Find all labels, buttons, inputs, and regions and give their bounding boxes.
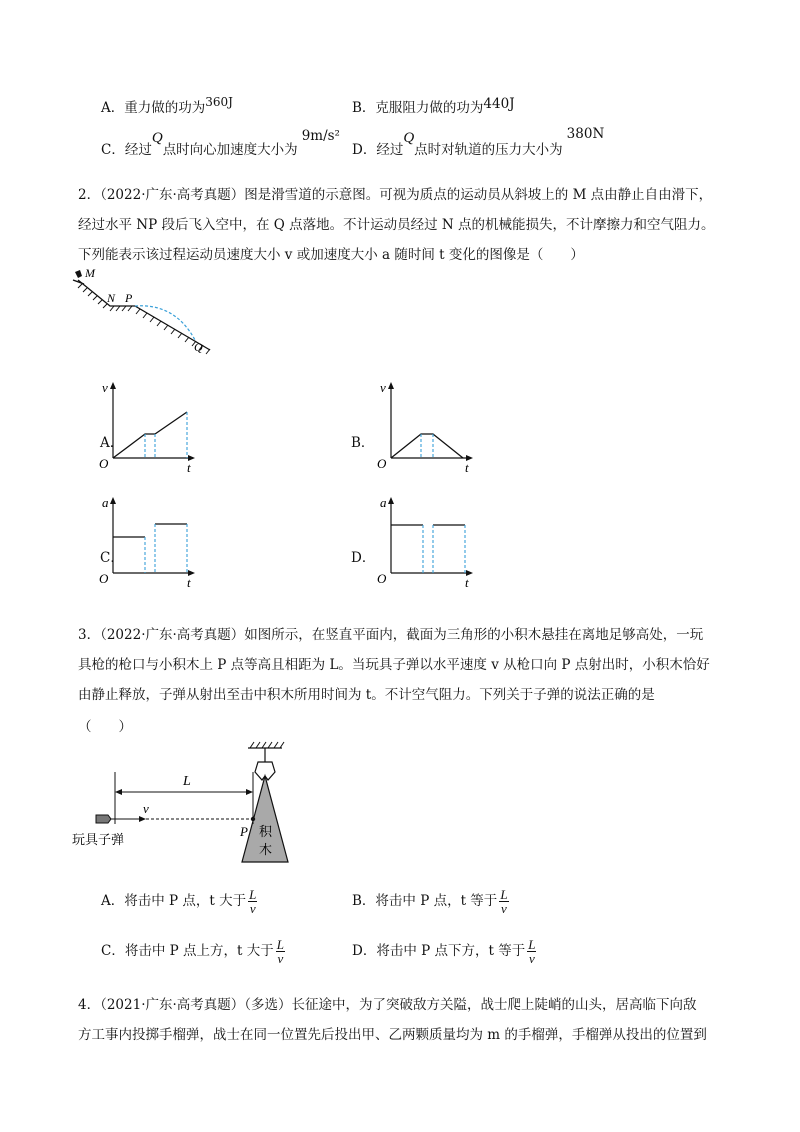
graph-option-b <box>373 380 483 475</box>
origin-label: O <box>377 571 387 586</box>
fraction-num: L <box>249 887 257 902</box>
option-label: D．经过 <box>352 142 404 158</box>
fraction-l-over-v <box>499 888 508 915</box>
q3-option-c <box>101 938 285 965</box>
graph-option-d <box>373 495 483 590</box>
option-text: B．将击中 P 点，t 等于 <box>352 893 498 909</box>
option-text: C．将击中 P 点上方，t 大于 <box>101 943 274 959</box>
q4-line-2: 方工事内投掷手榴弹，战士在同一位置先后投出甲、乙两颗质量均为 m 的手榴弹，手榴弹从投出的位置到 <box>78 1027 707 1043</box>
q1-option-c <box>101 128 340 159</box>
option-value: 360J <box>205 95 233 109</box>
fraction-num: L <box>276 937 284 952</box>
toy-gun-figure <box>70 740 310 868</box>
q2-option-a-label: A． <box>100 435 124 451</box>
q3-line-2: 具枪的枪口与小积木上 P 点等高且相距为 L。当玩具子弹以水平速度 v 从枪口向 P 点射出时，小积木恰好 <box>78 657 710 673</box>
point-q: Q <box>151 130 163 146</box>
q3-option-a <box>101 888 257 915</box>
point-q: Q <box>403 130 415 146</box>
axis-y-label: v <box>380 380 386 395</box>
fraction-l-over-v <box>276 938 285 965</box>
origin-label: O <box>99 571 109 586</box>
label-q: Q <box>194 340 203 354</box>
fraction-num: L <box>500 887 508 902</box>
bullet-label: 玩具子弹 <box>72 832 125 847</box>
q2-option-b-label: B． <box>351 435 375 451</box>
label-l: L <box>183 774 191 789</box>
label-n: N <box>107 291 116 305</box>
axis-x-label: t <box>187 575 191 590</box>
q2-option-c-label: C． <box>100 550 124 566</box>
fraction-l-over-v <box>248 888 257 915</box>
q3-option-b <box>352 888 509 915</box>
origin-label: O <box>99 456 109 471</box>
axis-x-label: t <box>465 575 469 590</box>
option-text: D．将击中 P 点下方，t 等于 <box>352 943 526 959</box>
label-p: P <box>125 291 133 305</box>
q4-line-1: 4．（2021·广东·高考真题）（多选）长征途中，为了突破敌方关隘，战士爬上陡峭的山头，居高临下向敌 <box>78 997 697 1013</box>
option-text: A．将击中 P 点，t 大于 <box>101 893 247 909</box>
axis-y-label: a <box>102 495 109 510</box>
q3-option-d <box>352 938 536 965</box>
option-label: A．重力做的功为 <box>101 100 206 116</box>
q3-line-3: 由静止释放，子弹从射出至击中积木所用时间为 t。不计空气阻力。下列关于子弹的说法正确的是 <box>78 687 655 703</box>
axis-x-label: t <box>465 460 469 475</box>
block-label-top: 积 <box>259 824 273 839</box>
bullet-icon <box>96 815 146 823</box>
label-m: M <box>85 266 95 280</box>
q3-line-1: 3．（2022·广东·高考真题）如图所示，在竖直平面内，截面为三角形的小积木悬挂在离地足够高处，一玩 <box>78 627 704 643</box>
origin-label: O <box>377 456 387 471</box>
fraction-den: v <box>528 951 535 966</box>
option-label: B．克服阻力做的功为 <box>352 100 484 116</box>
label-v: v <box>143 801 149 816</box>
axis-y-label: v <box>102 380 108 395</box>
option-value: 9m/s² <box>301 128 340 144</box>
q2-option-d-label: D． <box>351 550 376 566</box>
axis-y-label: a <box>380 495 387 510</box>
fraction-den: v <box>501 901 507 916</box>
option-label: 点时向心加速度大小为 <box>162 142 298 158</box>
fraction-den: v <box>249 901 256 916</box>
fraction-den: v <box>277 951 284 966</box>
q1-option-d <box>352 126 605 159</box>
q3-line-4: （ ） <box>78 719 132 735</box>
ski-slope-figure <box>70 268 220 368</box>
block-label-bottom: 木 <box>259 842 273 857</box>
option-value: 380N <box>566 126 605 142</box>
axis-x-label: t <box>187 460 191 475</box>
q1-option-a <box>101 96 233 116</box>
label-p: P <box>240 824 248 839</box>
option-value: 440J <box>483 96 515 112</box>
q2-line-1: 2．（2022·广东·高考真题）图是滑雪道的示意图。可视为质点的运动员从斜坡上的 M 点由静止自由滑下， <box>78 187 713 203</box>
graph-option-a <box>95 380 205 475</box>
skier-icon <box>73 270 84 284</box>
fraction-l-over-v <box>527 938 536 965</box>
graph-option-c <box>95 495 205 590</box>
q2-line-3: 下列能表示该过程运动员速度大小 v 或加速度大小 a 随时间 t 变化的图像是（ ） <box>78 247 584 263</box>
option-label: C．经过 <box>101 142 152 158</box>
fraction-num: L <box>528 937 536 952</box>
option-label: 点时对轨道的压力大小为 <box>414 142 563 158</box>
q2-line-2: 经过水平 NP 段后飞入空中，在 Q 点落地。不计运动员经过 N 点的机械能损失，不计摩擦力和空气阻力。 <box>78 217 715 233</box>
q1-option-b <box>352 96 515 116</box>
